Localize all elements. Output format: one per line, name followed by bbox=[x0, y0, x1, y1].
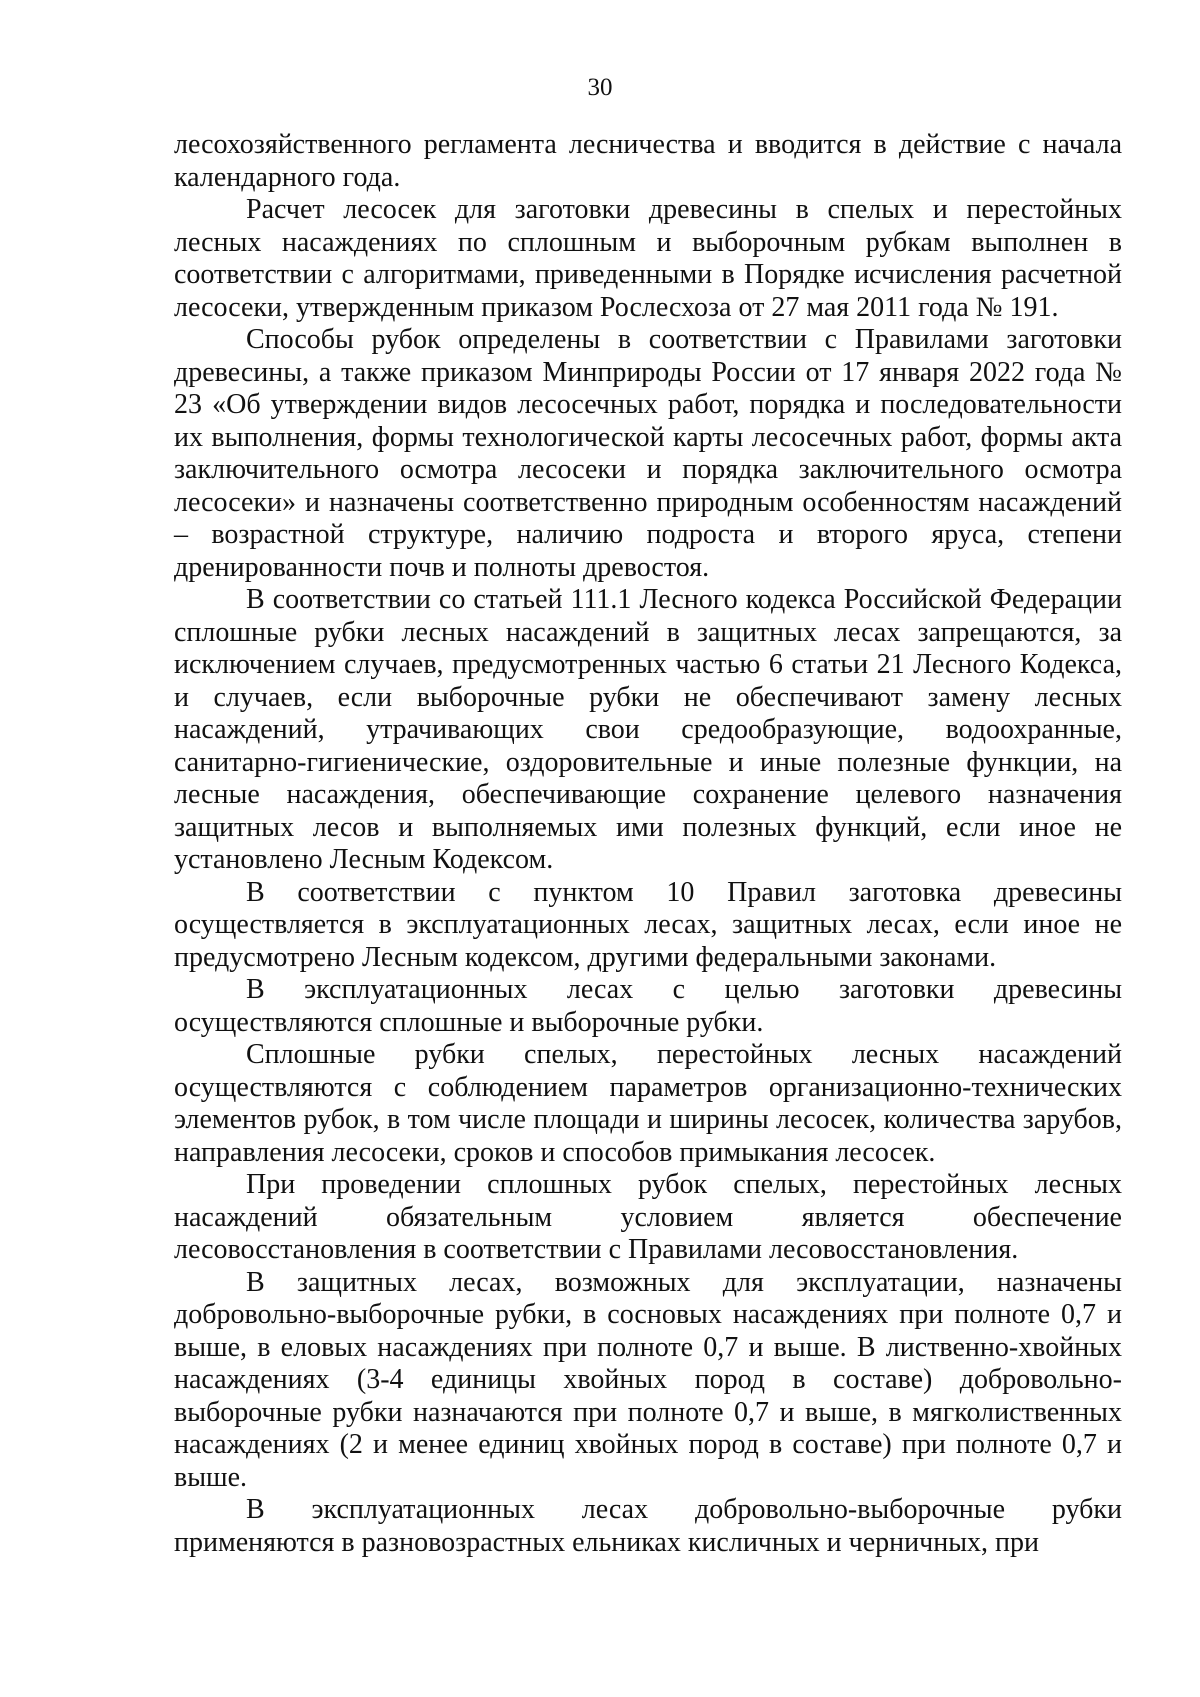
paragraph: Сплошные рубки спелых, перестойных лесных насаждений осуществляются с соблюдением параметров организационно-технических элементов рубок, в том числе площади и ширины лесосек, количества зарубов, направления лесосеки, сроков и способов примыкания лесосек. bbox=[174, 1039, 1122, 1168]
page-number: 30 bbox=[587, 74, 613, 101]
paragraph: Расчет лесосек для заготовки древесины в спелых и перестойных лесных насаждениях по сплошным и выборочным рубкам выполнен в соответствии с алгоритмами, приведенными в Порядке исчисления расчетной лесосеки, утвержденным приказом Рослесхоза от 27 мая 2011 года № 191. bbox=[174, 194, 1122, 323]
paragraph: В защитных лесах, возможных для эксплуатации, назначены добровольно-выборочные рубки, в сосновых насаждениях при полноте 0,7 и выше, в еловых насаждениях при полноте 0,7 и выше. В лиственно-хвойных насаждениях (3-4 единицы хвойных пород в составе) добровольно-выборочные рубки назначаются при полноте 0,7 и выше, в мягколиственных насаждениях (2 и менее единиц хвойных пород в составе) при полноте 0,7 и выше. bbox=[174, 1266, 1122, 1493]
paragraph: В соответствии с пунктом 10 Правил заготовка древесины осуществляется в эксплуатационных лесах, защитных лесах, если иное не предусмотрено Лесным кодексом, другими федеральными законами. bbox=[174, 876, 1122, 973]
paragraph: лесохозяйственного регламента лесничества и вводится в действие с начала календарного года. bbox=[174, 129, 1122, 193]
document-body bbox=[174, 129, 1122, 1559]
paragraph: При проведении сплошных рубок спелых, перестойных лесных насаждений обязательным условием является обеспечение лесовосстановления в соответствии с Правилами лесовосстановления. bbox=[174, 1169, 1122, 1265]
paragraph: В эксплуатационных лесах с целью заготовки древесины осуществляются сплошные и выборочные рубки. bbox=[174, 974, 1122, 1038]
paragraph: Способы рубок определены в соответствии с Правилами заготовки древесины, а также приказом Минприроды России от 17 января 2022 года № 23 «Об утверждении видов лесосечных работ, порядка и последовательности их выполнения, формы технологической карты лесосечных работ, формы акта заключительного осмотра лесосеки и порядка заключительного осмотра лесосеки» и назначены соответственно природным особенностям насаждений – возрастной структуре, наличию подроста и второго яруса, степени дренированности почв и полноты древостоя. bbox=[174, 324, 1122, 583]
paragraph: В соответствии со статьей 111.1 Лесного кодекса Российской Федерации сплошные рубки лесных насаждений в защитных лесах запрещаются, за исключением случаев, предусмотренных частью 6 статьи 21 Лесного Кодекса, и случаев, если выборочные рубки не обеспечивают замену лесных насаждений, утрачивающих свои средообразующие, водоохранные, санитарно-гигиенические, оздоровительные и иные полезные функции, на лесные насаждения, обеспечивающие сохранение целевого назначения защитных лесов и выполняемых ими полезных функций, если иное не установлено Лесным Кодексом. bbox=[174, 584, 1122, 875]
paragraph: В эксплуатационных лесах добровольно-выборочные рубки применяются в разновозрастных ельниках кисличных и черничных, при bbox=[174, 1494, 1122, 1558]
